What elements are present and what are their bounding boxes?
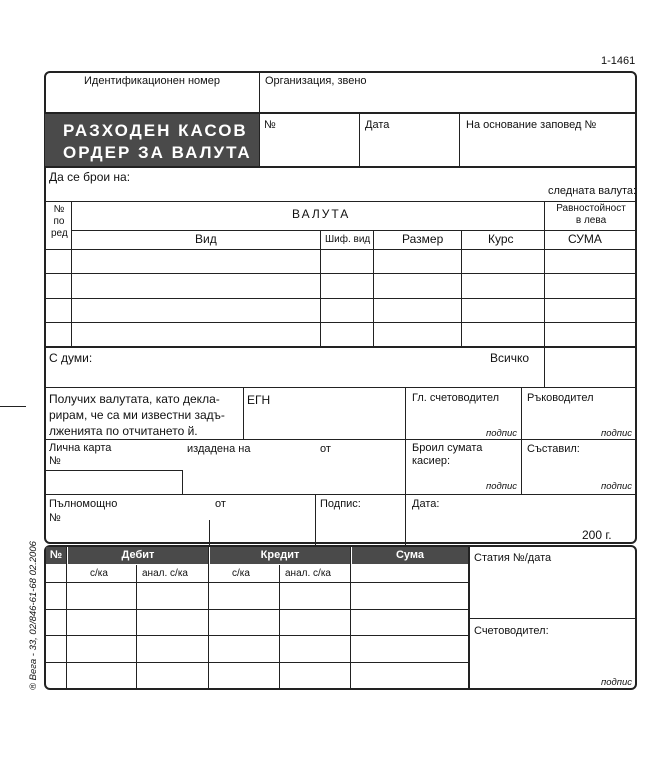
credit-analytical-header: анал. с/ка bbox=[285, 568, 331, 579]
issued-from-label: от bbox=[320, 443, 331, 455]
year-text: 200 г. bbox=[582, 528, 612, 542]
col-code-header: Шиф. вид bbox=[325, 234, 371, 245]
signature-label: Подпис: bbox=[320, 498, 361, 510]
debit-account-header: с/ка bbox=[90, 568, 108, 579]
form-title-line2: ОРДЕР ЗА ВАЛУТА bbox=[63, 143, 252, 162]
prepared-by-label: Съставил: bbox=[527, 443, 580, 455]
manager-label: Ръководител bbox=[527, 392, 594, 404]
date-label-2: Дата: bbox=[412, 498, 440, 510]
poa-from-label: от bbox=[215, 498, 226, 510]
printer-imprint: ® Вега - 33, 02/846-61-68 02.2006 bbox=[28, 541, 39, 690]
organization-label: Организация, звено bbox=[265, 75, 367, 87]
equivalent-header: Равностойност в лева bbox=[556, 203, 626, 226]
number-label: № bbox=[264, 119, 276, 131]
id-number-label: Идентификационен номер bbox=[84, 75, 220, 87]
chief-accountant-label: Гл. счетоводител bbox=[412, 392, 500, 404]
total-label: Всичко bbox=[490, 351, 530, 365]
row-number-header: № по ред bbox=[51, 204, 68, 239]
order-basis-label: На основание заповед № bbox=[466, 119, 597, 131]
pay-to-label: Да се брои на: bbox=[49, 170, 131, 184]
in-words-label: С думи: bbox=[49, 351, 93, 365]
accountant-label: Счетоводител: bbox=[474, 625, 549, 637]
col-sum-header: СУМА bbox=[568, 232, 602, 246]
form-title-line1: РАЗХОДЕН КАСОВ bbox=[63, 121, 248, 140]
article-label: Статия №/дата bbox=[474, 552, 552, 564]
id-card-label: Лична карта № bbox=[49, 442, 112, 467]
power-of-attorney-label: Пълномощно № bbox=[49, 498, 118, 524]
col-type-header: Вид bbox=[195, 232, 217, 246]
issued-label: издадена на bbox=[187, 443, 251, 455]
cashier-signature-hint: подпис bbox=[486, 481, 518, 492]
egn-label: ЕГН bbox=[247, 393, 271, 407]
chief-accountant-signature-hint: подпис bbox=[486, 428, 518, 439]
date-label: Дата bbox=[365, 119, 390, 131]
prepared-by-signature-hint: подпис bbox=[601, 481, 633, 492]
sum-header: Сума bbox=[352, 547, 468, 564]
credit-header: Кредит bbox=[210, 547, 350, 564]
debit-analytical-header: анал. с/ка bbox=[142, 568, 188, 579]
manager-signature-hint: подпис bbox=[601, 428, 633, 439]
debit-header: Дебит bbox=[68, 547, 208, 564]
col-amount-header: Размер bbox=[402, 232, 444, 246]
accountant-signature-hint: подпис bbox=[601, 677, 633, 688]
form-title bbox=[45, 114, 259, 166]
currency-group-header: ВАЛУТА bbox=[292, 207, 351, 221]
col-rate-header: Курс bbox=[488, 232, 514, 246]
credit-account-header: с/ка bbox=[232, 568, 250, 579]
declaration-text: Получих валутата, като декла- рирам, че са ми известни задъ- лженията по отчитането й. bbox=[49, 392, 225, 438]
form-code: 1-1461 bbox=[601, 55, 636, 67]
acc-no-header: № bbox=[46, 547, 66, 564]
following-currency-label: следната валута: bbox=[548, 185, 637, 197]
counted-by-label: Броил сумата касиер: bbox=[412, 442, 483, 467]
